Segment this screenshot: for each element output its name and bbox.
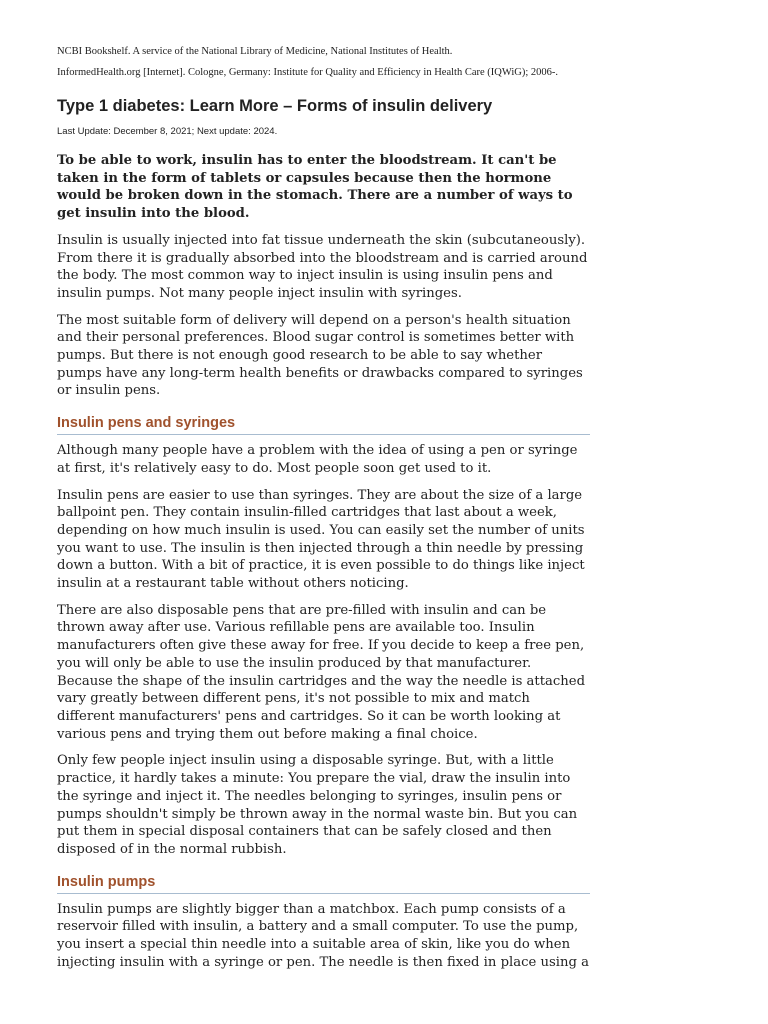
intro-paragraph-2: The most suitable form of delivery will depend on a person's health situation and their personal preferences. Blood sugar control is sometimes better with pumps. But there is not enough good research to be able to say whether pumps have any long-term health benefits or drawbacks compared to syringes or insulin pens. xyxy=(57,312,583,399)
pens-paragraph-3: There are also disposable pens that are pre-filled with insulin and can be thrown away after use. Various refillable pens are available too. Insulin manufacturers often give these away for free. If you decide to keep a free pen, you will only be able to use the insulin produced by that manufacturer. Because the shape of the insulin cartridges and the way the needle is attached vary greatly between different pens, it's not possible to mix and match different manufacturers' pens and cartridges. So it can be worth looking at various pens and trying them out before making a final choice. xyxy=(57,602,586,742)
bookshelf-notice: NCBI Bookshelf. A service of the National Library of Medicine, National Institutes of Health. xyxy=(57,46,453,57)
pens-paragraph-4: Only few people inject insulin using a disposable syringe. But, with a little practice, it hardly takes a minute: You prepare the vial, draw the insulin into the syringe and inject it. The needles belonging to syringes, insulin pens or pumps shouldn't simply be thrown away in the normal waste bin. But you can put them in special disposal containers that can be safely closed and then disposed of in the normal rubbish. xyxy=(57,753,578,857)
pens-paragraph-2: Insulin pens are easier to use than syringes. They are about the size of a large ballpoint pen. They contain insulin-filled cartridges that last about a week, depending on how much insulin is used. You can easily set the number of units you want to use. The insulin is then injected through a thin needle by pressing down a button. With a bit of practice, it is even possible to do things like inject insulin at a restaurant table without others noticing. xyxy=(57,487,585,592)
lead-paragraph: To be able to work, insulin has to enter the bloodstream. It can't be taken in the form of tablets or capsules because then the hormone would be broken down in the stomach. There are a number of ways to get insulin into the blood. xyxy=(57,153,573,222)
article-content xyxy=(57,0,590,971)
section-heading-pumps: Insulin pumps xyxy=(57,873,590,894)
section-heading-pens-syringes: Insulin pens and syringes xyxy=(57,414,590,435)
page-title: Type 1 diabetes: Learn More – Forms of insulin delivery xyxy=(57,97,493,115)
intro-paragraph-1: Insulin is usually injected into fat tissue underneath the skin (subcutaneously). From there it is gradually absorbed into the bloodstream and is carried around the body. The most common way to inject insulin is using insulin pens and insulin pumps. Not many people inject insulin with syringes. xyxy=(57,232,588,301)
update-info: Last Update: December 8, 2021; Next update: 2024. xyxy=(57,126,278,137)
pens-paragraph-1: Although many people have a problem with the idea of using a pen or syringe at first, it's relatively easy to do. Most people soon get used to it. xyxy=(57,443,578,476)
pumps-paragraph-1: Insulin pumps are slightly bigger than a matchbox. Each pump consists of a reservoir filled with insulin, a battery and a small computer. To use the pump, you insert a special thin needle into a suitable area of skin, like you do when injecting insulin with a syringe or pen. The needle is then fixed in place using a xyxy=(57,901,589,970)
citation: InformedHealth.org [Internet]. Cologne, Germany: Institute for Quality and Efficiency in Health Care (IQWiG); 2006-. xyxy=(57,67,558,78)
